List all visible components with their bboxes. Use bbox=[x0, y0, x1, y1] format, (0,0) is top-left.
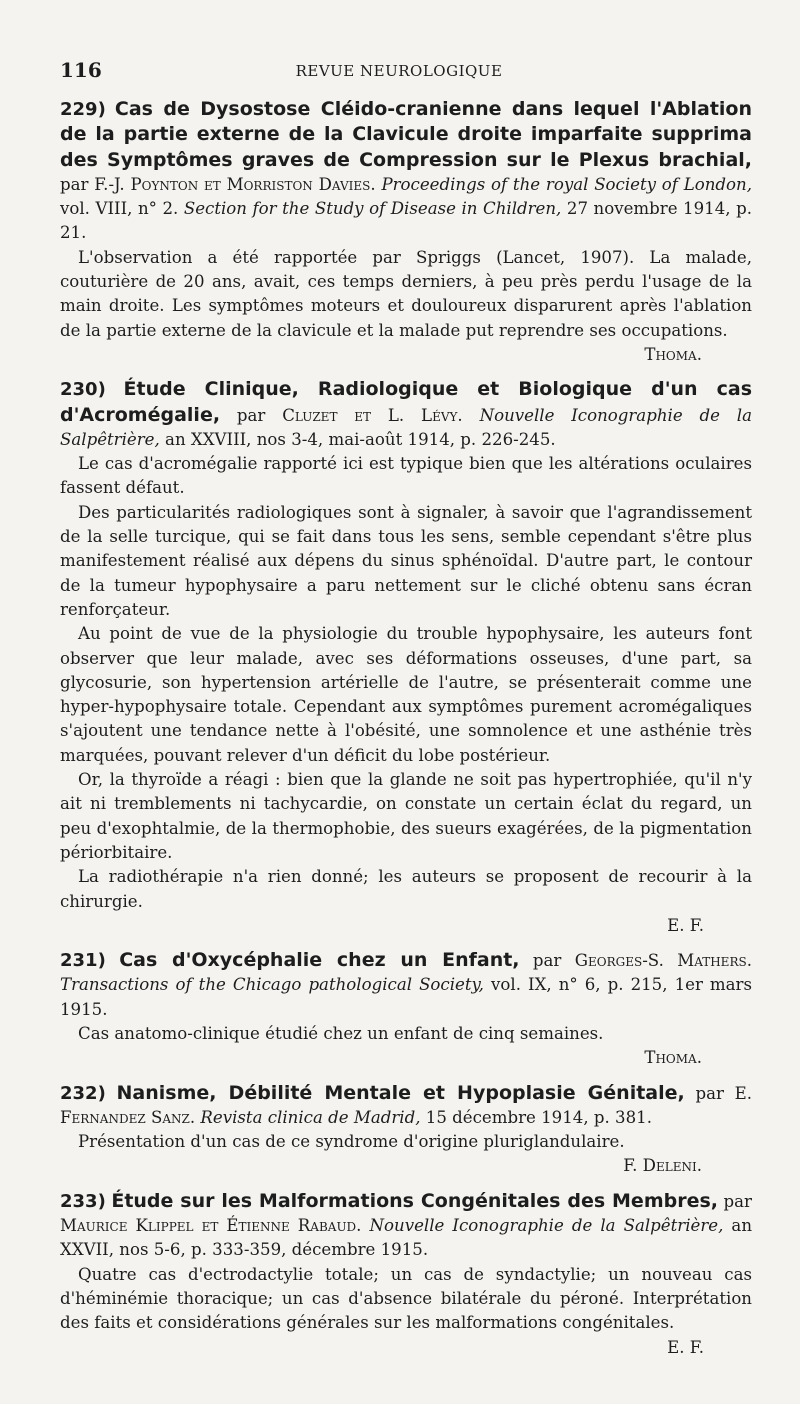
abstract-232 bbox=[60, 1081, 752, 1179]
entry-number: 232) bbox=[60, 1082, 106, 1104]
journal-name: Nouvelle Iconographie de la Salpêtrière, bbox=[60, 405, 752, 449]
abstract-paragraph: Le cas d'acromégalie rapporté ici est typique bien que les altérations oculaires fassent défaut. bbox=[60, 454, 752, 498]
reviewer-signature: E. F. bbox=[667, 1337, 704, 1357]
article-title: Nanisme, Débilité Mentale et Hypoplasie Génitale, bbox=[116, 1081, 685, 1104]
abstract-paragraph: L'observation a été rapportée par Spriggs (Lancet, 1907). La malade, couturière de 20 ans, avait, ces temps derniers, à peu près perdu l'usage de la main droite. Les symptômes moteurs et douloureux disparurent après l'ablation de la partie externe de la clavicule et la malade put reprendre ses occupations. bbox=[60, 247, 752, 340]
article-title: Cas d'Oxycéphalie chez un Enfant, bbox=[119, 949, 520, 972]
journal-name: Proceedings of the royal Society of London, bbox=[381, 174, 752, 194]
page-header bbox=[60, 58, 738, 88]
page-number: 116 bbox=[60, 58, 102, 82]
reference-233 bbox=[60, 1189, 752, 1263]
article-title: Étude Clinique, Radiologique et Biologique d'un cas d'Acromégalie, bbox=[60, 378, 753, 426]
by-word: par bbox=[695, 1083, 724, 1103]
abstract-paragraph: Cas anatomo-clinique étudié chez un enfant de cinq semaines. bbox=[78, 1023, 604, 1043]
reference-231 bbox=[60, 948, 752, 1022]
abstract-233 bbox=[60, 1189, 752, 1360]
abstract-paragraph: La radiothérapie n'a rien donné; les auteurs se proposent de recourir à la chirurgie. bbox=[60, 867, 752, 911]
citation: vol. VIII, n° 2. bbox=[60, 199, 179, 219]
reviewer-signature: Thoma. bbox=[644, 344, 702, 364]
entry-number: 229) bbox=[60, 99, 106, 120]
authors: F.-J. Poynton et Morriston Davies. bbox=[94, 174, 376, 194]
reference-230 bbox=[60, 377, 752, 452]
journal-section: Section for the Study of Disease in Children, bbox=[183, 199, 562, 219]
reviewer-signature: F. Deleni. bbox=[623, 1156, 702, 1176]
page-content bbox=[60, 95, 752, 1360]
abstract-paragraph: Or, la thyroïde a réagi : bien que la glande ne soit pas hypertrophiée, qu'il n'y ait ni tremblements ni tachycardie, on constate un certain éclat du regard, un peu d'exophtalmie, de la thermophobie, des sueurs exagérées, de la pigmentation périorbitaire. bbox=[60, 770, 752, 862]
citation: 15 décembre 1914, p. 381. bbox=[425, 1107, 652, 1127]
article-title: Étude sur les Malformations Congénitales des Membres, bbox=[111, 1189, 718, 1212]
reference-229 bbox=[60, 97, 752, 246]
authors: Cluzet et L. Lévy. bbox=[282, 405, 463, 425]
entry-number: 231) bbox=[60, 950, 106, 972]
citation: an XXVII, nos 5-6, p. 333-359, décembre 1915. bbox=[60, 1216, 753, 1260]
journal-name: Revista clinica de Madrid, bbox=[200, 1107, 421, 1127]
abstract-paragraph: Présentation d'un cas de ce syndrome d'origine pluriglandulaire. bbox=[78, 1132, 625, 1152]
by-word: par bbox=[60, 174, 89, 194]
abstract-229 bbox=[60, 97, 752, 367]
by-word: par bbox=[723, 1191, 752, 1211]
citation: an XXVIII, nos 3-4, mai-août 1914, p. 226-245. bbox=[165, 429, 556, 449]
abstract-paragraph: Quatre cas d'ectrodactylie totale; un cas de syndactylie; un nouveau cas d'héminémie thoracique; un cas d'absence bilatérale du péroné. Interprétation des faits et considérations générales sur les malformations congénitales. bbox=[60, 1264, 752, 1333]
entry-number: 233) bbox=[60, 1190, 106, 1212]
journal-name: Nouvelle Iconographie de la Salpêtrière, bbox=[369, 1216, 724, 1236]
authors: E. Fernandez Sanz. bbox=[60, 1083, 753, 1127]
citation: vol. IX, n° 6, p. 215, 1er mars 1915. bbox=[60, 975, 752, 1019]
article-title: Cas de Dysostose Cléido-cranienne dans lequel l'Ablation de la partie externe de la Clavicule droite imparfaite supprima des Symptômes graves de Compression sur le Plexus brachial, bbox=[60, 98, 752, 171]
running-title: REVUE NEUROLOGIQUE bbox=[295, 62, 503, 80]
by-word: par bbox=[236, 405, 266, 425]
abstract-230 bbox=[60, 377, 752, 938]
reference-232 bbox=[60, 1081, 752, 1131]
reviewer-signature: E. F. bbox=[667, 915, 704, 935]
authors: Georges-S. Mathers. bbox=[574, 951, 752, 971]
authors: Maurice Klippel et Étienne Rabaud. bbox=[60, 1216, 362, 1236]
reviewer-signature: Thoma. bbox=[644, 1048, 702, 1068]
citation-date: 27 novembre 1914, p. 21. bbox=[60, 199, 753, 243]
by-word: par bbox=[532, 951, 562, 971]
journal-name: Transactions of the Chicago pathological Society, bbox=[60, 975, 484, 995]
entry-number: 230) bbox=[60, 379, 106, 401]
abstract-paragraph: Au point de vue de la physiologie du trouble hypophysaire, les auteurs font observer que leur malade, avec ses déformations osseuses, d'une part, sa glycosurie, son hypertension artérielle de l'autre, se présenterait comme une hyper-hypophysaire totale. Cependant aux symptômes purement acromégaliques s'ajoutent une tendance nette à l'obésité, une somnolence et une asthénie très marquées, pouvant relever d'un déficit du lobe postérieur. bbox=[60, 624, 752, 765]
abstract-231 bbox=[60, 948, 752, 1070]
abstract-paragraph: Des particularités radiologiques sont à signaler, à savoir que l'agrandissement de la selle turcique, qui se fait dans tous les sens, semble cependant s'être plus manifestement réalisé aux dépens du sinus sphénoïdal. D'autre part, le contour de la tumeur hypophysaire a paru nettement sur le cliché obtenu sans écran renforçateur. bbox=[60, 502, 752, 619]
